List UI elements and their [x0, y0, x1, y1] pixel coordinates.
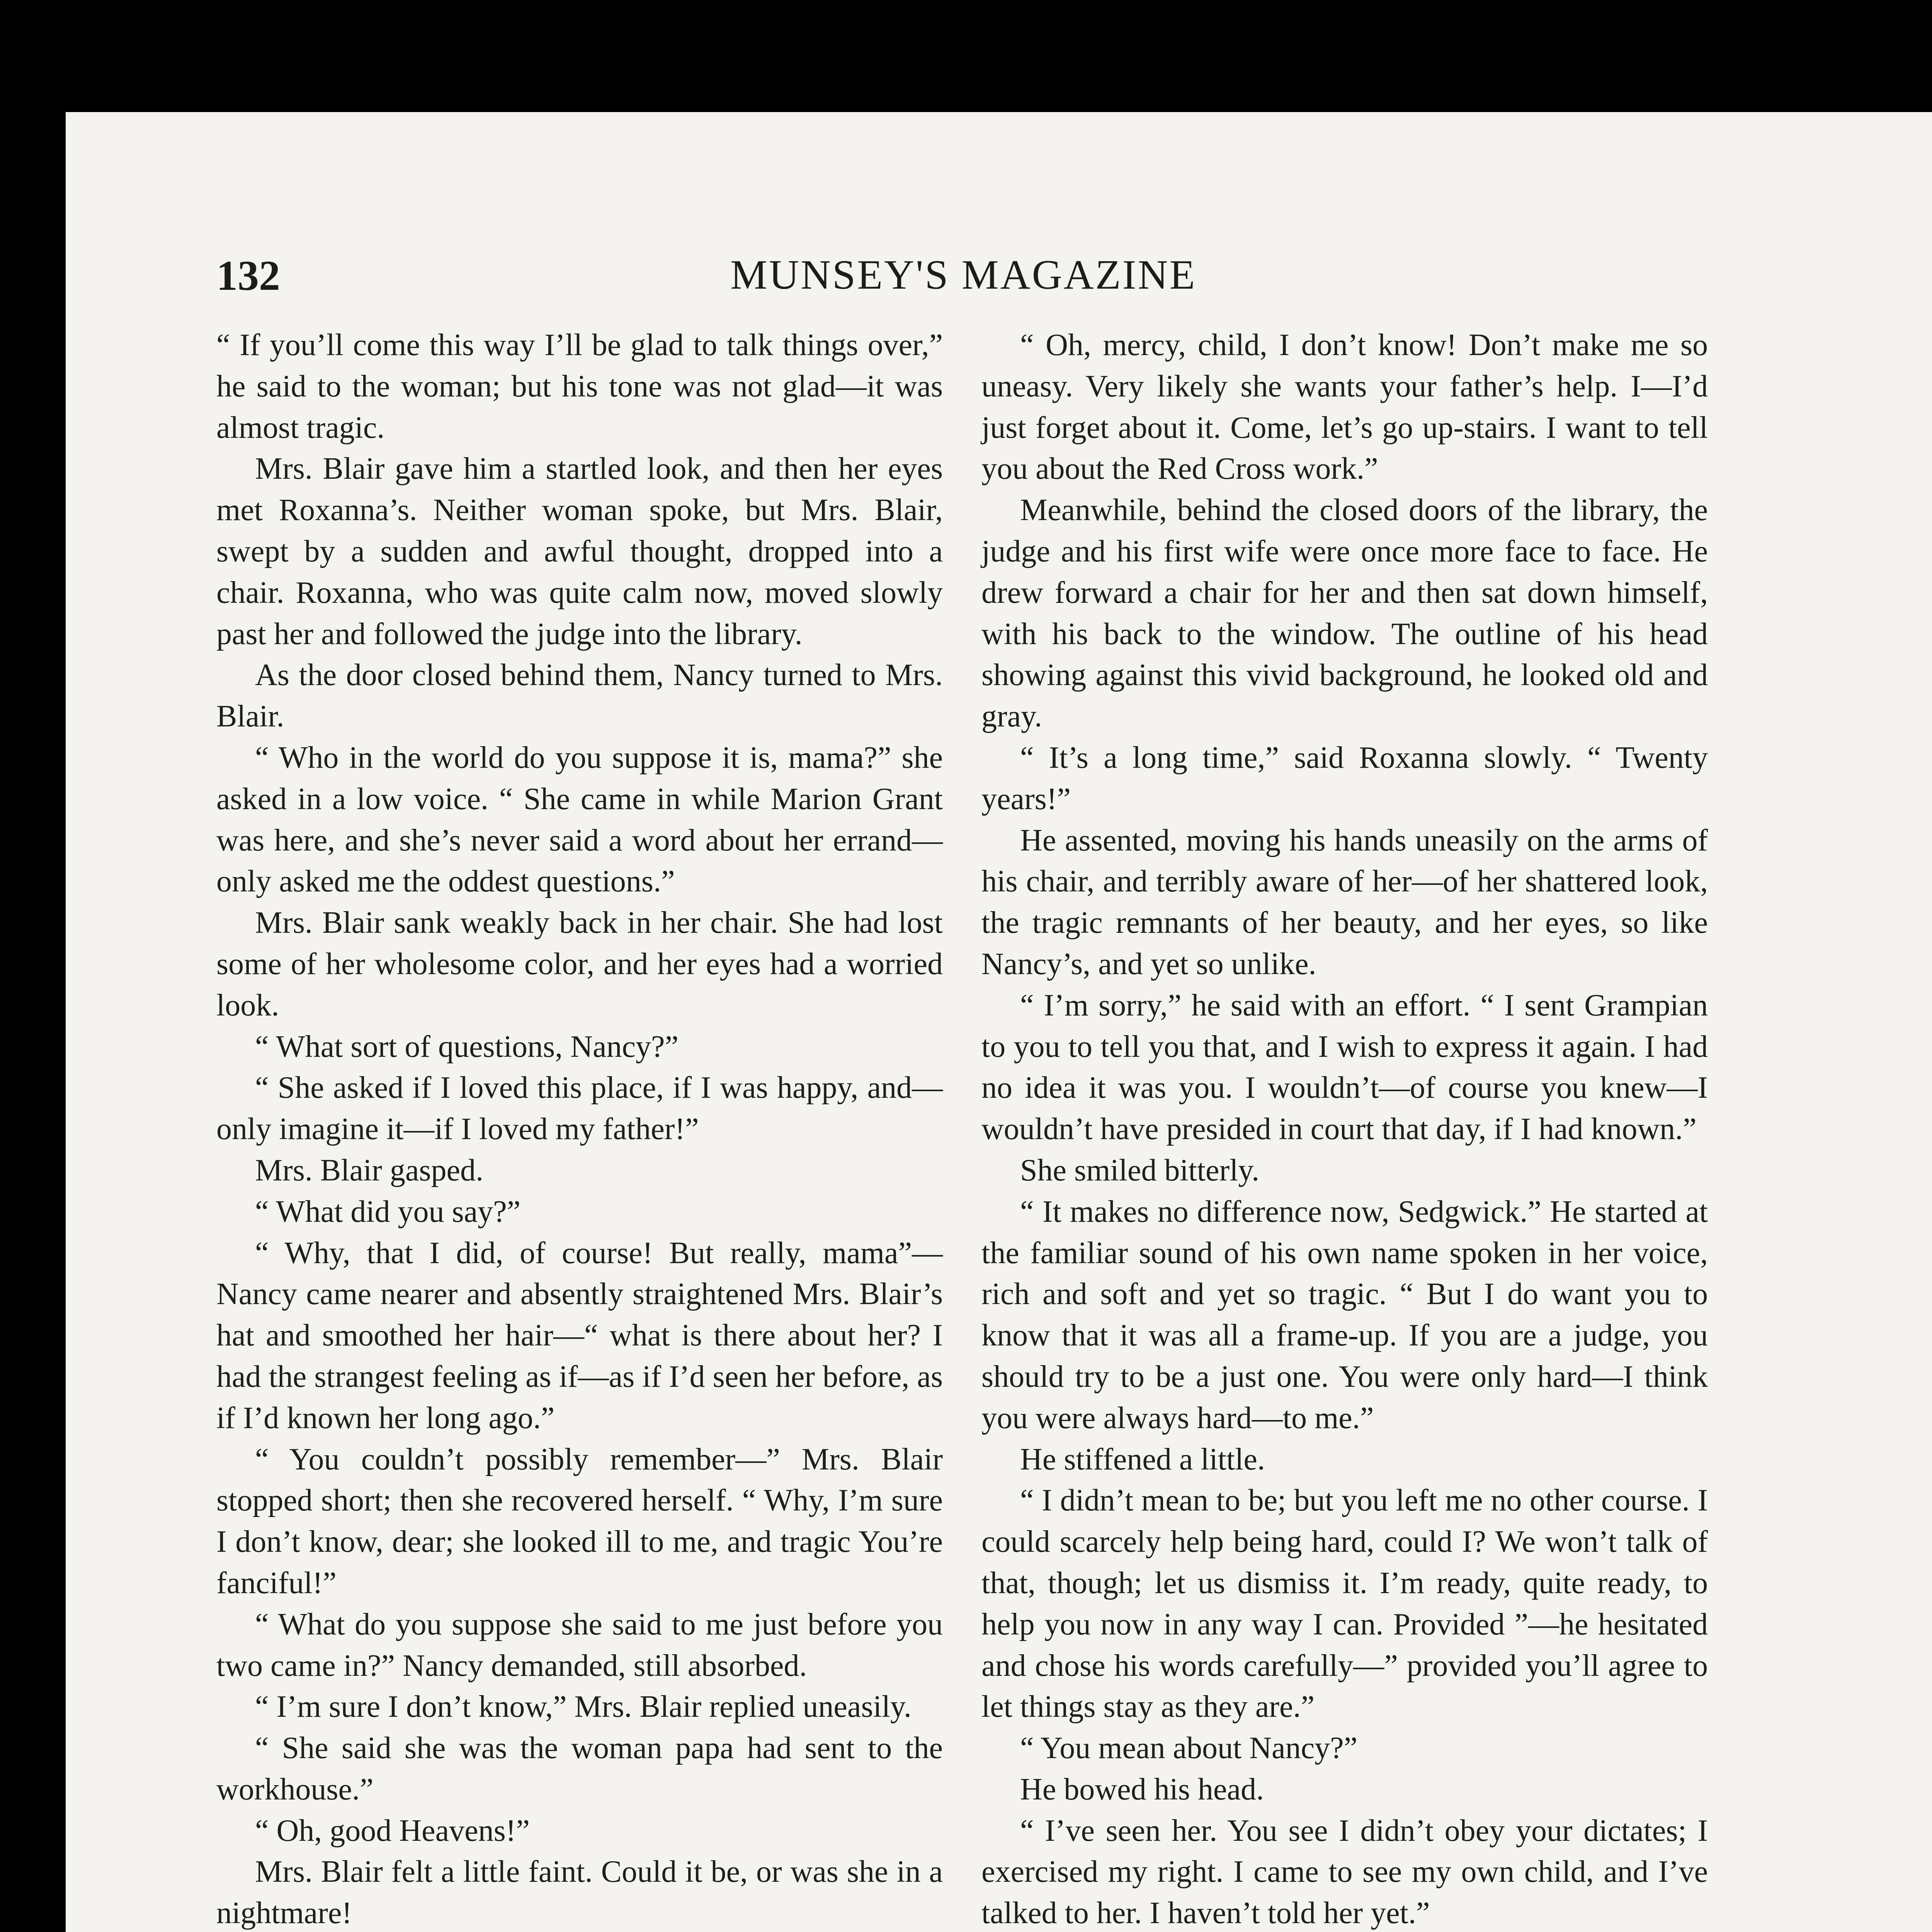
- paragraph: Meanwhile, behind the closed doors of the library, the judge and his first wife were once more face to face. He drew forward a chair for her and then sat down himself, with his back to the window. The outline of his head showing against this vivid background, he looked old and gray.: [981, 493, 1708, 734]
- paragraph: “ Who in the world do you suppose it is, mama?” she asked in a low voice. “ She came in while Marion Grant was here, and she’s never said a word about her errand—only asked me the oddest questions.”: [216, 740, 943, 899]
- paragraph: She smiled bitterly.: [1020, 1153, 1260, 1187]
- paragraph: “ I’m sure I don’t know,” Mrs. Blair replied uneasily.: [255, 1690, 912, 1724]
- paragraph: “ You mean about Nancy?”: [1020, 1731, 1358, 1765]
- paragraph: “ If you’ll come this way I’ll be glad to talk things over,” he said to the woman; but his tone was not glad—it was almost tragic.: [216, 328, 943, 445]
- left-column: [216, 325, 943, 1932]
- paragraph: Mrs. Blair gasped.: [255, 1153, 484, 1187]
- page-number: 132: [216, 252, 280, 299]
- paragraph: He assented, moving his hands uneasily on the arms of his chair, and terribly aware of her—of her shattered look, the tragic remnants of her beauty, and her eyes, so like Nancy’s, and yet so unlike.: [981, 823, 1708, 981]
- paragraph: “ I’ve seen her. You see I didn’t obey your dictates; I exercised my right. I came to see my own child, and I’ve talked to her. I haven’t told her yet.”: [981, 1813, 1708, 1930]
- running-head: [66, 251, 1932, 336]
- paragraph: “ She said she was the woman papa had sent to the workhouse.”: [216, 1731, 943, 1806]
- paragraph: “ What sort of questions, Nancy?”: [255, 1029, 679, 1064]
- paragraph: “ It makes no difference now, Sedgwick.” He started at the familiar sound of his own name spoken in her voice, rich and soft and yet so tragic. “ But I do want you to know that it was all a frame-up. If you are a judge, you should try to be a just one. You were only hard—I think you were always hard—to me.”: [981, 1194, 1708, 1435]
- running-title: MUNSEY'S MAGAZINE: [730, 252, 1197, 298]
- paragraph: He stiffened a little.: [1020, 1442, 1265, 1476]
- paragraph: “ You couldn’t possibly remember—” Mrs. Blair stopped short; then she recovered herself. “ Why, I’m sure I don’t know, dear; she looked ill to me, and tragic You’re fanciful!”: [216, 1442, 943, 1600]
- paragraph: Mrs. Blair felt a little faint. Could it be, or was she in a nightmare!: [216, 1855, 943, 1930]
- paragraph: As the door closed behind them, Nancy turned to Mrs. Blair.: [216, 658, 943, 734]
- paragraph: “ Oh, mercy, child, I don’t know! Don’t make me so uneasy. Very likely she wants your father’s help. I—I’d just forget about it. Come, let’s go up-stairs. I want to tell you about the Red Cross work.”: [981, 328, 1708, 486]
- paragraph: “ What did you say?”: [255, 1194, 521, 1229]
- paragraph: “ I’m sorry,” he said with an effort. “ I sent Grampian to you to tell you that, and I wish to express it again. I had no idea it was you. I wouldn’t—of course you knew—I wouldn’t have presided in court that day, if I had known.”: [981, 988, 1708, 1146]
- right-column: [981, 325, 1708, 1932]
- paragraph: “ She asked if I loved this place, if I was happy, and—only imagine it—if I loved my father!”: [216, 1071, 943, 1146]
- paragraph: “ Why, that I did, of course! But really, mama”—Nancy came nearer and absently straightened Mrs. Blair’s hat and smoothed her hair—“ what is there about her? I had the strangest feeling as if—as if I’d seen her before, as if I’d known her long ago.”: [216, 1236, 943, 1435]
- paragraph: “ I didn’t mean to be; but you left me no other course. I could scarcely help being hard, could I? We won’t talk of that, though; let us dismiss it. I’m ready, quite ready, to help you now in any way I can. Provided ”—he hesitated and chose his words carefully—” provided you’ll agree to let things stay as they are.”: [981, 1483, 1708, 1724]
- paragraph: “ Oh, good Heavens!”: [255, 1813, 530, 1848]
- paragraph: Mrs. Blair sank weakly back in her chair. She had lost some of her wholesome color, and her eyes had a worried look.: [216, 906, 943, 1022]
- paragraph: Mrs. Blair gave him a startled look, and then her eyes met Roxanna’s. Neither woman spoke, but Mrs. Blair, swept by a sudden and awful thought, dropped into a chair. Roxanna, who was quite calm now, moved slowly past her and followed the judge into the library.: [216, 452, 943, 651]
- paragraph: “ What do you suppose she said to me just before you two came in?” Nancy demanded, still absorbed.: [216, 1607, 943, 1683]
- paragraph: “ It’s a long time,” said Roxanna slowly. “ Twenty years!”: [981, 740, 1708, 816]
- paragraph: He bowed his head.: [1020, 1772, 1264, 1806]
- magazine-page: [66, 112, 1932, 1932]
